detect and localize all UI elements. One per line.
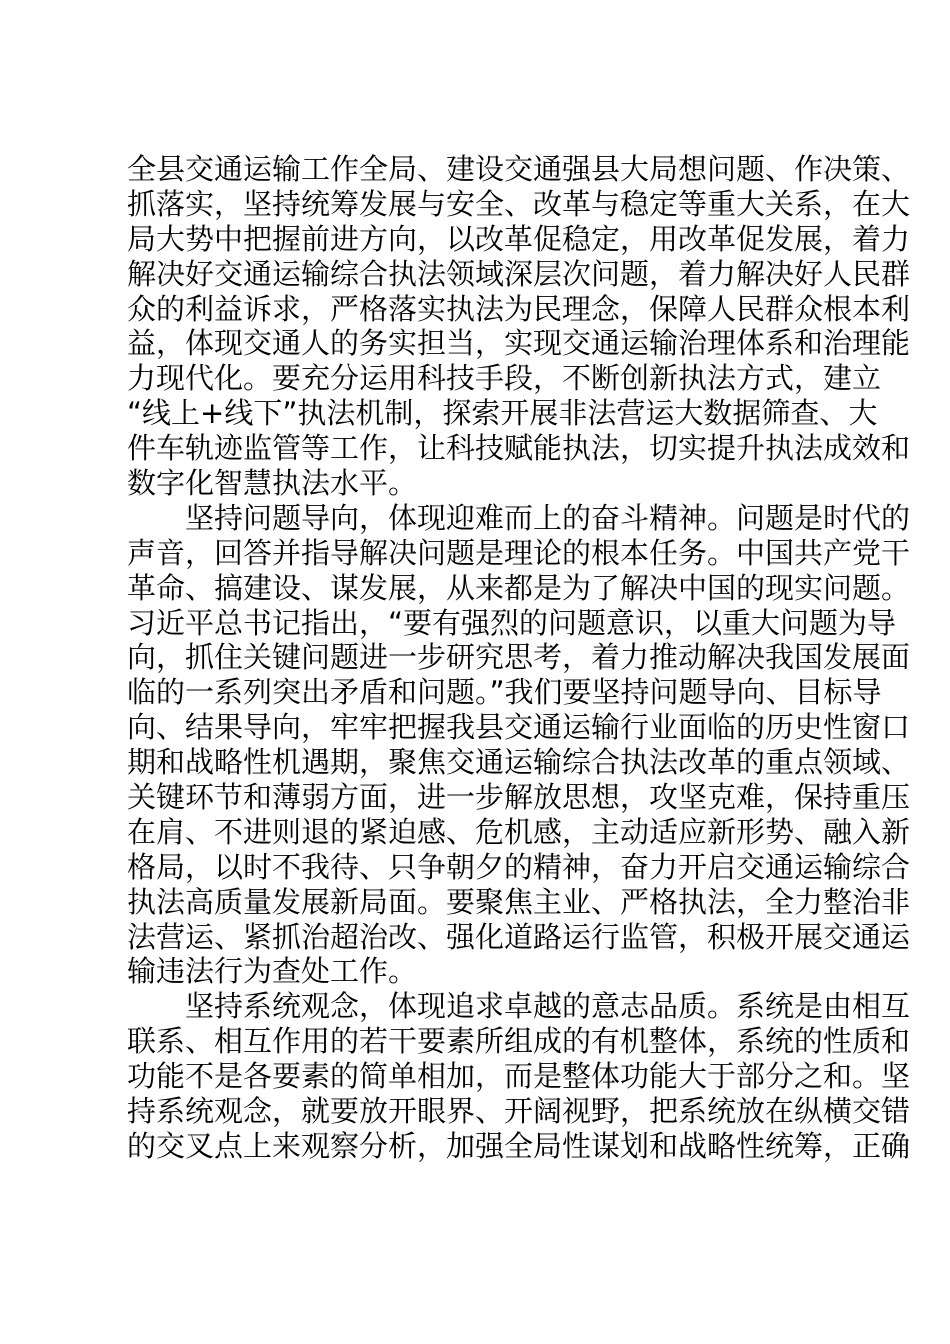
- text-line: 众的利益诉求，严格落实执法为民理念，保障人民群众根本利: [127, 291, 911, 326]
- text-line: 件车轨迹监管等工作，让科技赋能执法，切实提升执法成效和: [127, 431, 911, 466]
- text-line: 革命、搞建设、谋发展，从来都是为了解决中国的现实问题。: [127, 570, 911, 605]
- text-line: 全县交通运输工作全局、建设交通强县大局想问题、作决策、: [127, 152, 911, 186]
- text-line: 格局，以时不我待、只争朝夕的精神，奋力开启交通运输综合: [127, 849, 911, 884]
- text-line: 期和战略性机遇期，聚焦交通运输综合执法改革的重点领域、: [127, 745, 911, 780]
- text-line: 习近平总书记指出，“要有强烈的问题意识，以重大问题为导: [127, 605, 897, 640]
- text-line: 解决好交通运输综合执法领域深层次问题，着力解决好人民群: [127, 256, 911, 291]
- text-line: 抓落实，坚持统筹发展与安全、改革与稳定等重大关系，在大: [127, 186, 911, 221]
- text-line: 输违法行为查处工作。: [127, 954, 418, 989]
- text-line: 法营运、紧抓治超治改、强化道路运行监管，积极开展交通运: [127, 919, 911, 954]
- text-line: 功能不是各要素的简单相加，而是整体功能大于部分之和。坚: [127, 1059, 911, 1094]
- text-line: 联系、相互作用的若干要素所组成的有机整体，系统的性质和: [127, 1024, 911, 1059]
- text-line: 临的一系列突出矛盾和问题。”我们要坚持问题导向、目标导: [127, 675, 882, 710]
- text-line: 持系统观念，就要放开眼界、开阔视野，把系统放在纵横交错: [127, 1094, 911, 1129]
- text-line: 向、结果导向，牢牢把握我县交通运输行业面临的历史性窗口: [127, 710, 911, 745]
- text-line: 向，抓住关键问题进一步研究思考，着力推动解决我国发展面: [127, 640, 911, 675]
- text-line: 坚持系统观念，体现追求卓越的意志品质。系统是由相互: [127, 989, 911, 1024]
- body-text: [127, 152, 911, 1164]
- text-line: 的交叉点上来观察分析，加强全局性谋划和战略性统筹，正确: [127, 1128, 911, 1163]
- text-line: 力现代化。要充分运用科技手段，不断创新执法方式，建立: [127, 361, 882, 396]
- text-line: 声音，回答并指导解决问题是理论的根本任务。中国共产党干: [127, 535, 911, 570]
- text-line: 数字化智慧执法水平。: [127, 466, 418, 501]
- text-line: 益，体现交通人的务实担当，实现交通运输治理体系和治理能: [127, 326, 911, 361]
- text-line: 关键环节和薄弱方面，进一步解放思想，攻坚克难，保持重压: [127, 780, 911, 815]
- text-line: 执法高质量发展新局面。要聚焦主业、严格执法，全力整治非: [127, 884, 911, 919]
- text-line: 局大势中把握前进方向，以改革促稳定，用改革促发展，着力: [127, 221, 911, 256]
- text-line: 坚持问题导向，体现迎难而上的奋斗精神。问题是时代的: [127, 500, 911, 535]
- text-line: 在肩、不进则退的紧迫感、危机感，主动适应新形势、融入新: [127, 814, 911, 849]
- text-line: “线上+线下”执法机制，探索开展非法营运大数据筛查、大: [127, 396, 878, 431]
